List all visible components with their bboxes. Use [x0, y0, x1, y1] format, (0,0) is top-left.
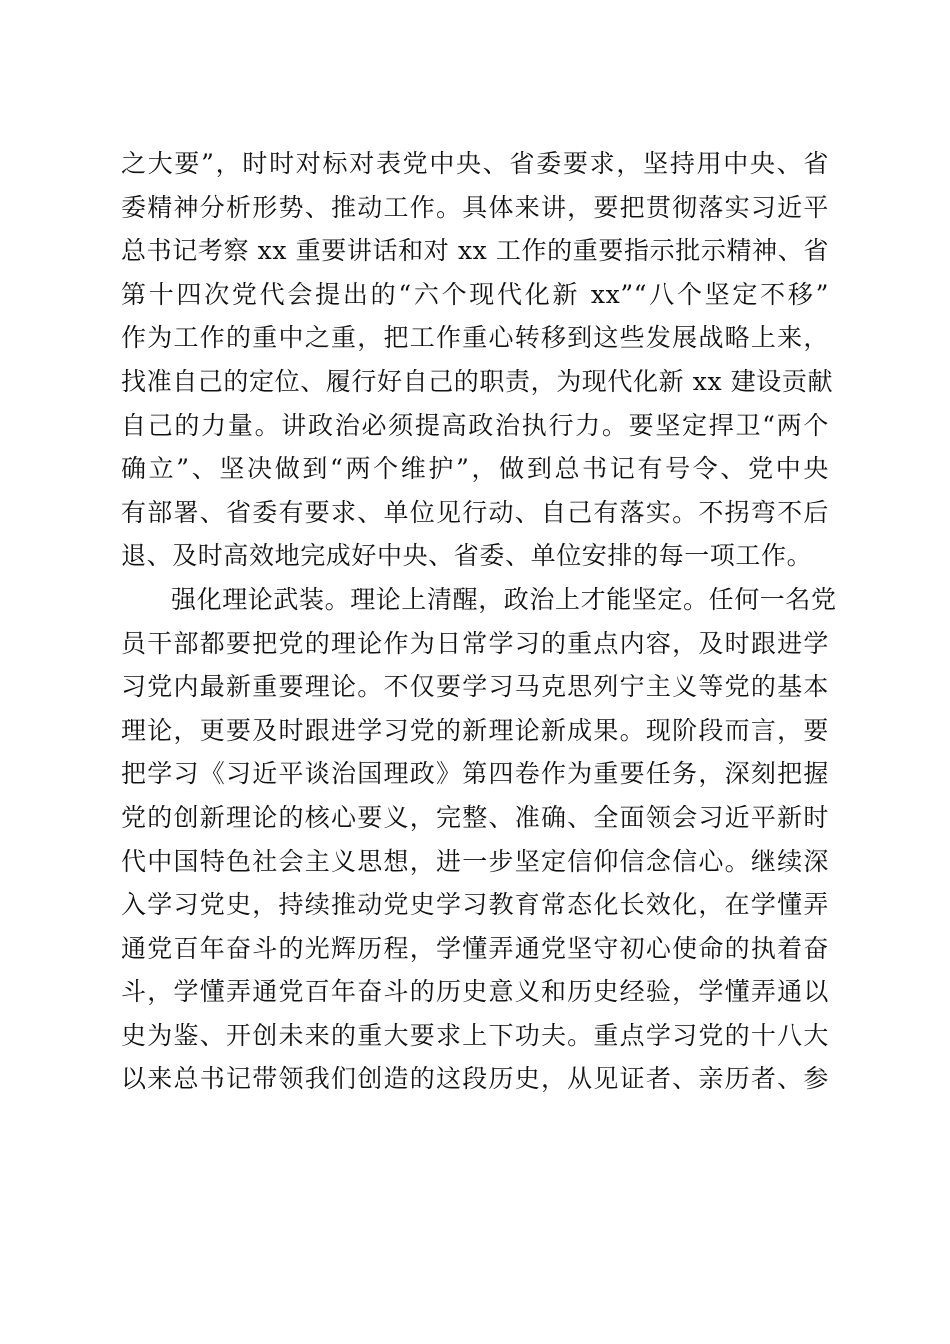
text-line: 史为鉴、开创未来的重大要求上下功夫。重点学习党的十八大 — [121, 1020, 829, 1050]
text-line: 退、及时高效地完成好中央、省委、单位安排的每一项工作。 — [121, 541, 813, 571]
text-line: 党的创新理论的核心要义，完整、准确、全面领会习近平新时 — [121, 802, 829, 832]
text-line: 之大要”，时时对标对表党中央、省委要求，坚持用中央、省 — [121, 149, 829, 178]
paragraph-2 — [121, 578, 837, 1101]
text-line: 有部署、省委有要求、单位见行动、自己有落实。不拐弯不后 — [121, 497, 829, 527]
text-line: 习党内最新重要理论。不仅要学习马克思列宁主义等党的基本 — [121, 672, 829, 702]
text-line: 第十四次党代会提出的“六个现代化新 xx”“八个坚定不移” — [121, 279, 829, 309]
text-line: 委精神分析形势、推动工作。具体来讲，要把贯彻落实习近平 — [121, 192, 829, 222]
text-line: 强化理论武装。理论上清醒，政治上才能坚定。任何一名党 — [171, 584, 837, 614]
text-line: 作为工作的重中之重，把工作重心转移到这些发展战略上来， — [121, 323, 829, 353]
text-line: 代中国特色社会主义思想，进一步坚定信仰信念信心。继续深 — [121, 846, 829, 876]
text-line: 斗，学懂弄通党百年奋斗的历史意义和历史经验，学懂弄通以 — [121, 977, 829, 1007]
paragraph-1 — [121, 142, 834, 578]
text-line: 自己的力量。讲政治必须提高政治执行力。要坚定捍卫“两个 — [121, 410, 829, 440]
text-line: 确立”、坚决做到“两个维护”，做到总书记有号令、党中央 — [121, 454, 829, 484]
text-line: 以来总书记带领我们创造的这段历史，从见证者、亲历者、参 — [121, 1064, 829, 1094]
text-line: 员干部都要把党的理论作为日常学习的重点内容，及时跟进学 — [121, 628, 829, 658]
text-line: 找准自己的定位、履行好自己的职责，为现代化新 xx 建设贡献 — [121, 366, 834, 396]
body-text — [121, 142, 837, 1101]
text-line: 通党百年奋斗的光辉历程，学懂弄通党坚守初心使命的执着奋 — [121, 933, 829, 963]
text-line: 理论，更要及时跟进学习党的新理论新成果。现阶段而言，要 — [121, 715, 829, 745]
text-line: 总书记考察 xx 重要讲话和对 xx 工作的重要指示批示精神、省 — [121, 236, 829, 266]
text-line: 把学习《习近平谈治国理政》第四卷作为重要任务，深刻把握 — [121, 759, 829, 789]
text-line: 入学习党史，持续推动党史学习教育常态化长效化，在学懂弄 — [121, 890, 829, 920]
